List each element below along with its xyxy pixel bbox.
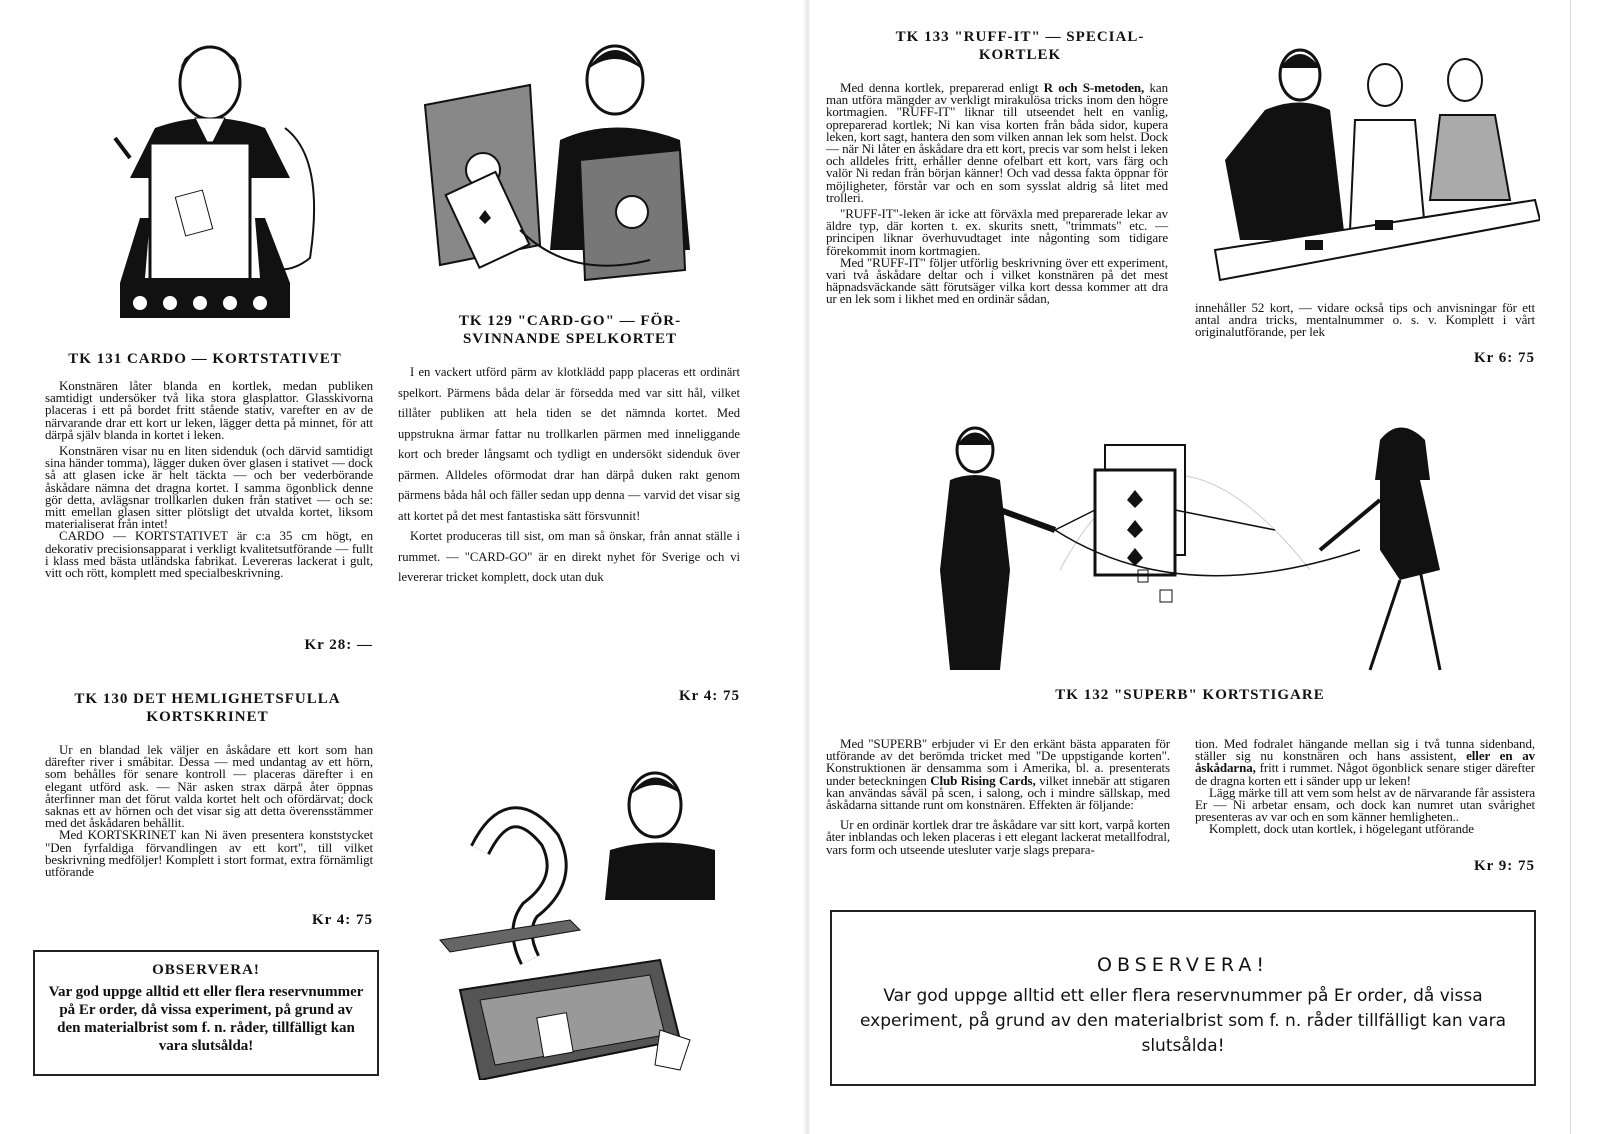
tk129-title <box>400 312 740 348</box>
text: Med "SUPERB" erbjuder vi Er den erkänt bästa apparaten för utförande av det berömda tricket med "De uppstigande korten". Konstruktionen är densamma som i Amerika, bl. a. presenterats under beteckningen <box>826 736 1170 788</box>
tk130-price: Kr 4: 75 <box>311 912 373 928</box>
page-edge <box>1570 0 1600 1134</box>
tk132-paragraph: Komplett, dock utan kortlek, i högelegant utförande <box>1209 821 1474 837</box>
observera-notice-left <box>33 950 379 1076</box>
tk132-title: TK 132 "SUPERB" KORTSTIGARE <box>1055 687 1325 703</box>
tk131-price: Kr 28: — <box>304 637 373 653</box>
tk133-paragraph <box>826 82 1168 204</box>
method-name: R och S-metoden, <box>1043 80 1145 95</box>
illustration-card-table-scene <box>1195 40 1540 290</box>
tk130-description <box>45 744 373 878</box>
illustration-card-go-folder <box>420 30 710 300</box>
observera-notice-right <box>830 910 1536 1086</box>
tk130-title-line: TK 130 DET HEMLIGHETSFULLA <box>74 691 341 707</box>
tk131-title: TK 131 CARDO — KORTSTATIVET <box>68 351 342 367</box>
tk129-paragraph: I en vackert utförd pärm av klotklädd papp placeras ett ordinärt spelkort. Pärmens båda delar är försedda med var sitt hål, vilket tillåter publiken att hela tiden se det nämnda kortet. Med uppstrukna ärmar fattar nu trollkarlen pärmen med inneliggande kort och breder långsamt och tydligt en undersökt sidenduk över pärmen. Alldeles oförmodat drar han därpå duken rakt genom pärmens båda hål och fäller sedan upp denna — varvid det visar sig att kortet på det mest fantastiska sätt försvunnit! <box>398 365 740 523</box>
tk130-paragraph: Ur en blandad lek väljer en åskådare ett kort som han därefter river i småbitar. Dessa — med undantag av ett hörn, som behålles för senare kontroll — placeras därefter i en elegant utförd ask. — När asken strax därpå åter öppnas återfinner man det förut valda kortet helt och ofördärvat; dock saknas ett av hörnen och det visar sig att detta överensstämmer med det åskådaren behållit. <box>45 742 373 831</box>
text: fritt i rummet. Något ögonblick senare stiger därefter de dragna korten ett i sänder upp ur leken! <box>1195 760 1535 788</box>
product-name: Club Rising Cards, <box>930 772 1036 788</box>
tk129-title-line: SVINNANDE SPELKORTET <box>462 331 678 347</box>
text: kan man utföra mängder av verkligt mirakulösa tricks inom den högre kortmagien. "RUFF-IT" liknar till utseendet helt en vanlig, opreparerad kortlek; Ni kan visa korten från båda sidor, kupera leken, kort sagt, hantera den som vilken annan lek som helst. Dock — när Ni låter en åskådare dra ett kort, precis var som helst i leken och alldeles fritt, erhåller denne ofelbart ett kort, vars färg och valör Ni redan från början känner! Och vad dessa fakta öppnar för möjligheter, förstår var och en som sysslat aldrig så litet med trolleri. <box>826 80 1169 205</box>
observera-heading: OBSERVERA! <box>152 962 260 978</box>
tk130-paragraph: Med KORTSKRINET kan Ni även presentera konststycket "Den fyrfaldiga förvandlingen av ett kort", till vilket beskrivning medföljer! Komplett i stort format, extra förnämligt utförande <box>45 827 373 880</box>
tk132-description-col2 <box>1195 738 1535 836</box>
tk133-description <box>826 82 1168 306</box>
tk131-paragraph: CARDO — KORTSTATIVET är c:a 35 cm högt, en dekorativ precisionsapparat i verkligt kvalitetsutförande — fullt i klass med bästa utländska fabrikat. Levereras lackerat i gult, vitt och rött, komplett med specialbeskrivning. <box>45 528 373 581</box>
tk133-title <box>850 28 1190 64</box>
right-page <box>810 0 1570 1134</box>
tk130-title <box>40 690 375 726</box>
illustration-card-box-question <box>420 760 720 1080</box>
tk133-title-line: KORTLEK <box>978 47 1062 63</box>
tk129-paragraph: Kortet produceras till sist, om man så önskar, från annat ställe i rummet. — "CARD-GO" är en direkt nyhet för Sverige och vi levererar tricket komplett, dock utan duk <box>398 529 740 584</box>
text: Med denna kortlek, preparerad enligt <box>840 80 1044 95</box>
observera-text: Var god uppge alltid ett eller flera reservnummer på Er order, då vissa experiment, på grund av den materialbrist som f. n. råder tillfälligt kan vara slutsålda! <box>860 986 1506 1056</box>
text-bold: eller en av åskådarna, <box>1195 748 1535 776</box>
tk129-price: Kr 4: 75 <box>678 688 740 704</box>
tk130-title-line: KORTSKRINET <box>146 709 269 725</box>
tk129-description <box>398 362 740 588</box>
observera-heading: OBSERVERA! <box>1097 954 1269 976</box>
text: vilket innebär att stigaren kan användas såväl på scen, i salong, och i mindre sällskap, med åskådarna sittande runt om konstnären. Effekten är följande: <box>826 772 1170 813</box>
tk132-description-col1 <box>826 738 1170 856</box>
tk132-paragraph: Lägg märke till att vem som helst av de närvarande får assistera Er — Ni arbetar ensam, och dock kan numret utan svårighet presenteras av var och en som känner hemligheten.. <box>1195 784 1535 825</box>
tk132-paragraph: Ur en ordinär kortlek drar tre åskådare var sitt kort, varpå korten åter inblandas och leken placeras i ett elegant lackerat metallfodral, vars form och utseende utesluter varje slags prepara- <box>826 817 1170 857</box>
tk131-paragraph: Konstnären visar nu en liten sidenduk (och därvid samtidigt sina händer tomma), lägger duken över glasen i stativet — dock så att glasen icke är helt täckta — och ber vederbörande åskådare nämna det dragna kortet. I samma ögonblick denne gör detta, avlägsnar trollkarlen duken från stativet — och se: mitt emellan glasen sitter plötsligt det utvalda kortet, liksom materialiserat från intet! <box>45 443 373 532</box>
tk132-paragraph <box>1195 738 1535 787</box>
tk132-paragraph <box>826 738 1170 811</box>
illustration-rising-cards-act <box>880 420 1550 685</box>
tk132-price: Kr 9: 75 <box>1473 858 1535 874</box>
text: tion. Med fodralet hängande mellan sig i två tunna sidenband, ställer sig nu konstnären och hans assistent, <box>1195 736 1535 764</box>
tk131-description <box>45 380 373 579</box>
illustration-magician-card-stand <box>95 28 335 328</box>
tk133-price: Kr 6: 75 <box>1473 350 1535 366</box>
tk133-title-line: TK 133 "RUFF-IT" — SPECIAL- <box>895 29 1145 45</box>
tk129-title-line: TK 129 "CARD-GO" — FÖR- <box>458 313 682 329</box>
observera-text: Var god uppge alltid ett eller flera reservnummer på Er order, då vissa experiment, på grund av den materialbrist som f. n. råder, tillfälligt kan vara slutsålda! <box>48 984 364 1054</box>
tk133-continuation: innehåller 52 kort, — vidare också tips och anvisningar för ett antal andra tricks, mentalnummer o. s. v. Komplett i vårt originalutförande, per lek <box>1195 300 1535 340</box>
tk133-paragraph: Med "RUFF-IT" följer utförlig beskrivning över ett experiment, vari två åskådare deltar och i vilket konstnären på det mest häpnadsväckande sätt förutsäger vilka kort dessa kommer att dra ur en lek som i likhet med en ordinär sådan, <box>826 254 1168 307</box>
tk131-paragraph: Konstnären låter blanda en kortlek, medan publiken samtidigt undersöker två lika stora glasplattor. Glasskivorna placeras i ett på bordet fritt stående stativ, varefter en av de närvarande drar ett kort ur leken, lägger detta på minnet, för att därpå själv blanda in kortet i leken. <box>45 378 373 442</box>
tk133-paragraph: "RUFF-IT"-leken är icke att förväxla med preparerade lekar av äldre typ, där korten t. ex. skurits snett, "trimmats" etc. — principen liknar överhuvudtaget inte någonting som tidigare förekommit inom kortmagien. <box>826 206 1168 258</box>
